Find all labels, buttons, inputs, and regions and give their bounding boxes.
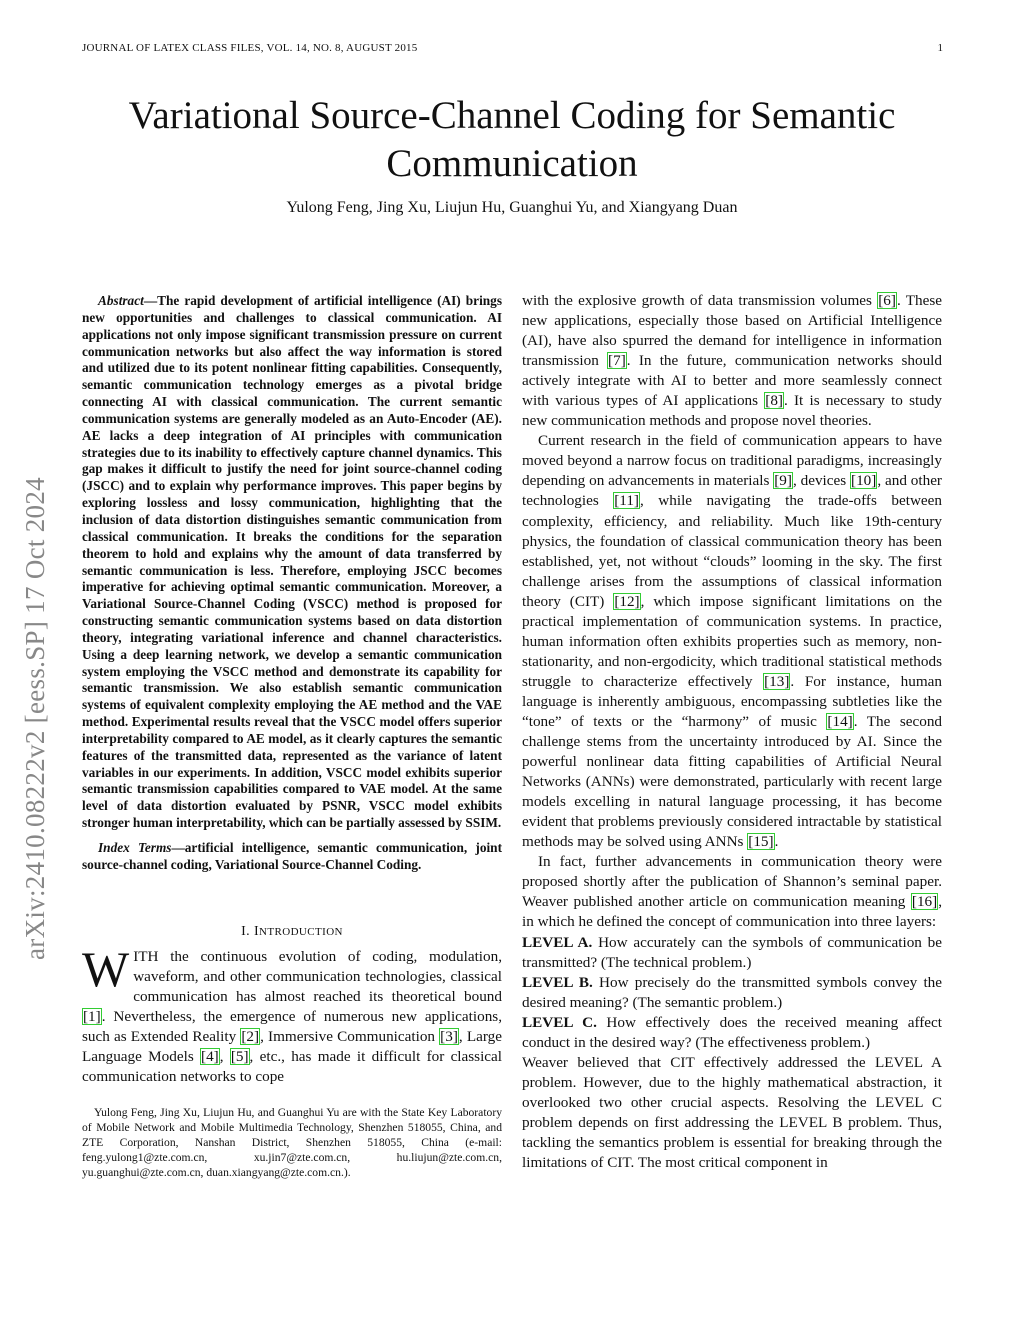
level-c-definition bbox=[522, 1013, 942, 1053]
level-a-definition bbox=[522, 933, 942, 973]
citation-link[interactable]: [14] bbox=[827, 712, 853, 730]
body-text: , and other technologies bbox=[522, 472, 942, 510]
abstract bbox=[82, 293, 502, 832]
body-paragraph bbox=[522, 291, 942, 431]
section-numeral: I. bbox=[241, 923, 251, 939]
citation-link[interactable]: [4] bbox=[201, 1047, 219, 1065]
level-b-label: LEVEL B. bbox=[522, 973, 593, 991]
author-list: Yulong Feng, Jing Xu, Liujun Hu, Guanghui Yu, and Xiangyang Duan bbox=[286, 199, 738, 216]
left-column bbox=[82, 293, 502, 1181]
body-text: . It is necessary to study new communication methods and propose novel theories. bbox=[522, 392, 942, 430]
index-terms bbox=[82, 840, 502, 874]
body-text: In fact, further advancements in communication theory were proposed shortly after the publication of Shannon’s seminal paper. Weaver published another article on communication meaning bbox=[522, 853, 942, 911]
body-text: . The second challenge stems from the uncertainty introduced by AI. Since the powerful nonlinear data fitting capabilities of Artificial Neural Networks (ANNs) were demonstrated, particularly with recent large models excelling in natural language processing, it has become evident that problems previously considered intractable by statistical methods may be solved using ANNs bbox=[522, 712, 943, 851]
citation-link[interactable]: [1] bbox=[83, 1007, 101, 1025]
intro-text: , Large Language Models bbox=[82, 1027, 502, 1065]
body-text: with the explosive growth of data transmission volumes bbox=[522, 292, 878, 309]
body-text: . For instance, human language is inherently ambiguous, encompassing subtleties like the “tone” of texts or the “harmony” of music bbox=[522, 672, 942, 730]
intro-text: ITH the continuous evolution of coding, modulation, waveform, and other communication technologies, classical communication has almost reached its theoretical bound bbox=[133, 947, 502, 1005]
level-c-text: How effectively does the received meaning affect conduct in the desired way? (The effectiveness problem.) bbox=[522, 1013, 942, 1051]
citation-link[interactable]: [2] bbox=[241, 1027, 260, 1045]
intro-text: , bbox=[219, 1047, 230, 1065]
intro-text: , Immersive Communication bbox=[260, 1027, 440, 1045]
level-c-label: LEVEL C. bbox=[522, 1013, 597, 1031]
citation-link[interactable]: [3] bbox=[440, 1027, 458, 1045]
page-number: 1 bbox=[937, 42, 943, 54]
citation-link[interactable]: [11] bbox=[614, 492, 639, 510]
citation-link[interactable]: [15] bbox=[748, 833, 774, 851]
section-title-rest: NTRODUCTION bbox=[259, 925, 343, 938]
citation-link[interactable]: [9] bbox=[774, 472, 792, 490]
citation-link[interactable]: [12] bbox=[614, 592, 640, 610]
level-b-definition bbox=[522, 973, 942, 1013]
citation-link[interactable]: [10] bbox=[851, 472, 877, 490]
level-b-text: How precisely do the transmitted symbols convey the desired meaning? (The semantic problem.) bbox=[522, 973, 942, 1011]
drop-cap: W bbox=[82, 940, 130, 997]
body-text: Current research in the field of communication appears to have moved beyond a narrow focus on traditional paradigms, increasingly depending on advancements in materials bbox=[522, 432, 942, 490]
body-text: . In the future, communication networks should actively integrate with AI to better and more seamlessly connect with various types of AI applications bbox=[522, 352, 942, 410]
body-text: , which impose significant limitations on the practical implementation of communication systems. In practice, human information often exhibits properties such as memory, non-stationarity, and non-ergodicity, which traditional statistical methods struggle to characterize effectively bbox=[522, 592, 942, 690]
paper-title: Variational Source-Channel Coding for Semantic Communication bbox=[128, 94, 896, 185]
intro-text: . Nevertheless, the emergence of numerous new applications, such as Extended Reality bbox=[82, 1007, 502, 1045]
abstract-text: —The rapid development of artificial intelligence (AI) brings new opportunities and challenges to classical communication. AI applications not only impose significant transmission pressure on current communication networks but also affect the way information is stored and utilized due to its potent nonlinear fitting capabilities. Consequently, semantic communication technology emerges as a pivotal bridge connecting AI with classical communication. The current semantic communication systems are generally modeled as an Auto-Encoder (AE). AE lacks a deep integration of AI principles with communication strategies due to its inability to effectively capture channel dynamics. This gap makes it difficult to justify the need for joint source-channel coding (JSCC) and to explain why performance improves. This paper begins by exploring lossless and lossy communication, highlighting that the inclusion of data distortion distinguishes semantic communication from classical communication. It breaks the conditions for the separation theorem to hold and explains why the amount of data transferred by semantic communication is less. Therefore, employing JSCC becomes imperative for achieving optimal semantic communication. Moreover, a Variational Source-Channel Coding (VSCC) method is proposed for constructing semantic communication systems based on data distortion theory, integrating variational inference and channel characteristics. Using a deep learning network, we develop a semantic communication system employing the VSCC method and demonstrate its capability for semantic transmission. We also establish semantic communication systems of equivalent complexity employing the AE method and the VAE method. Experimental results reveal that the VSCC model offers superior interpretability compared to AE model, as it clearly captures the semantic features of the transmitted data, represented as the variance of latent variables in our experiments. In addition, VSCC model exhibits superior semantic transmission capabilities compared to VAE model. At the same level of data distortion evaluated by PSNR, VSCC model exhibits stronger human interpretability, which can be partially assessed by SSIM. bbox=[82, 293, 502, 831]
body-text: , while navigating the trade-offs between complexity, efficiency, and reliability. Much like 19th-century physics, the foundation of classical communication theory has been established, yet, not without “clouds” looming in the sky. The first challenge arises from the assumptions of classical information theory (CIT) bbox=[522, 492, 942, 610]
section-title-first: I bbox=[253, 923, 260, 939]
body-text: , in which he defined the concept of communication into three layers: bbox=[522, 893, 942, 931]
intro-text: , etc., has made it difficult for classical communication networks to cope bbox=[82, 1047, 503, 1085]
right-column bbox=[522, 291, 942, 1173]
body-paragraph bbox=[522, 852, 942, 932]
body-text: , devices bbox=[792, 472, 851, 490]
arxiv-stamp: arXiv:2410.08222v2 [eess.SP] 17 Oct 2024 bbox=[20, 477, 50, 960]
index-terms-text: —artificial intelligence, semantic communication, joint source-channel coding, Variational Source-Channel Coding. bbox=[82, 840, 502, 872]
body-text: . These new applications, especially those based on Artificial Intelligence (AI), have also spurred the demand for intelligence in information transmission bbox=[522, 292, 943, 370]
citation-link[interactable]: [7] bbox=[608, 352, 626, 370]
citation-link[interactable]: [6] bbox=[878, 292, 896, 309]
citation-link[interactable]: [8] bbox=[765, 392, 783, 410]
level-a-text: How accurately can the symbols of communication be transmitted? (The technical problem.) bbox=[522, 933, 942, 971]
citation-link[interactable]: [16] bbox=[911, 893, 938, 911]
level-a-label: LEVEL A. bbox=[522, 933, 593, 951]
intro-paragraph bbox=[82, 940, 503, 1087]
author-affiliation-footnote: Yulong Feng, Jing Xu, Liujun Hu, and Guanghui Yu are with the State Key Laboratory of Mobile Network and Mobile Multimedia Technology, Shenzhen 518055, China, and ZTE Corporation, Nanshan District, Shenzhen 518055, China (e-mail: feng.yulong1@zte.com.cn, xu.jin7@zte.com.cn, hu.liujun@zte.com.cn, yu.guanghui@zte.com.cn, duan.xiangyang@zte.com.cn.). bbox=[82, 1106, 502, 1179]
abstract-label: Abstract bbox=[98, 293, 144, 308]
citation-link[interactable]: [5] bbox=[230, 1047, 249, 1065]
body-text: . bbox=[774, 833, 779, 851]
section-heading-introduction bbox=[82, 924, 502, 940]
citation-link[interactable]: [13] bbox=[764, 672, 790, 690]
body-paragraph: Weaver believed that CIT effectively addressed the LEVEL A problem. However, due to the highly mathematical abstraction, it overlooked two other crucial aspects. Resolving the LEVEL C problem depends on first addressing the LEVEL B problem. Thus, tackling the semantics problem is essential for breaking through the limitations of CIT. The most critical component in bbox=[522, 1053, 942, 1172]
running-head: JOURNAL OF LATEX CLASS FILES, VOL. 14, NO. 8, AUGUST 2015 bbox=[82, 42, 418, 54]
index-terms-label: Index Terms bbox=[98, 840, 172, 855]
body-paragraph bbox=[522, 431, 942, 852]
